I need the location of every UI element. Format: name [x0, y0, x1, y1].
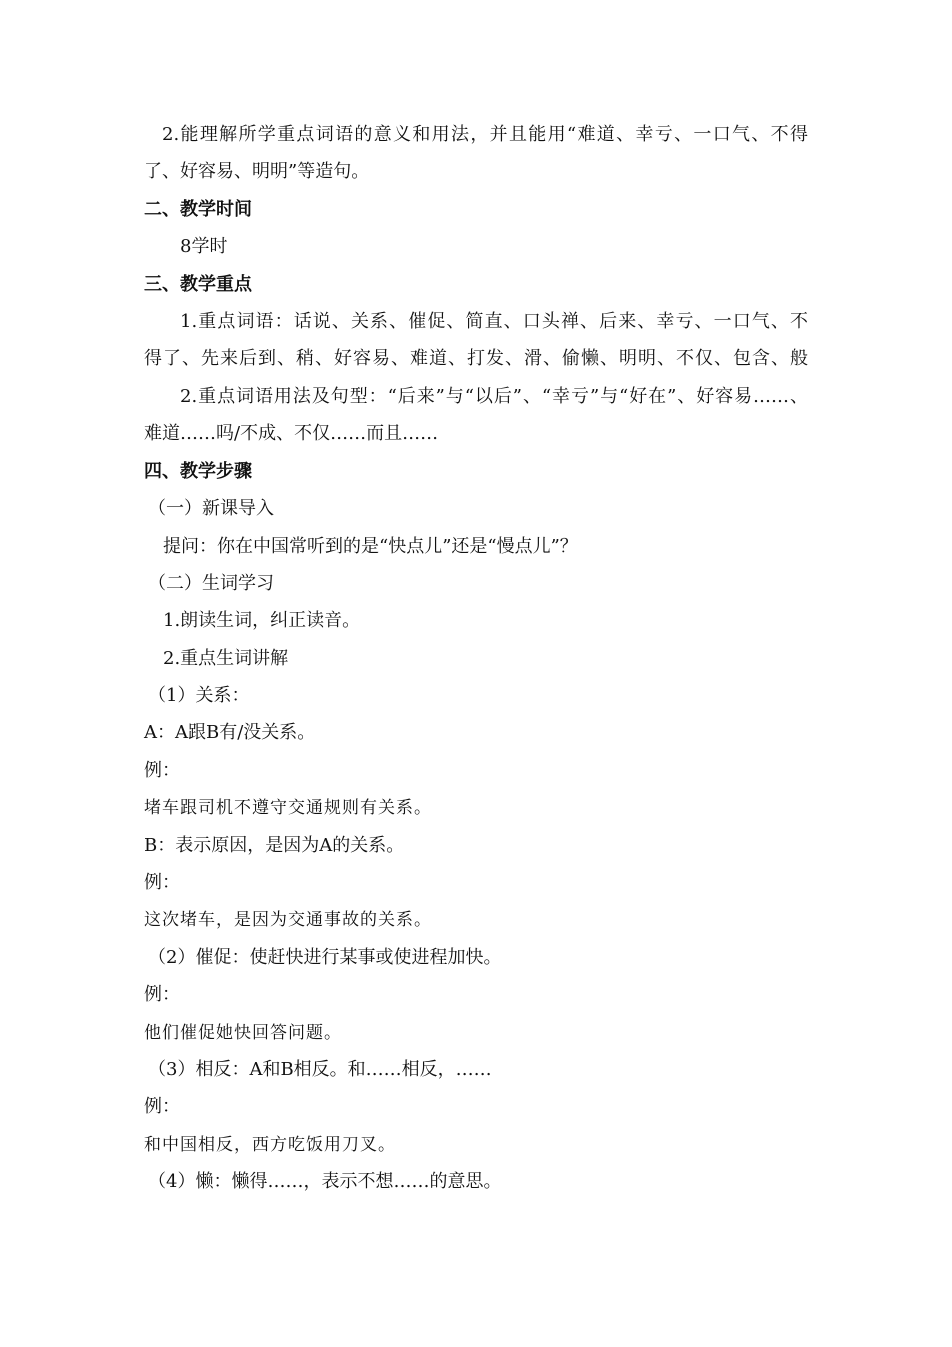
word-2-heading: （2）催促：使赶快进行某事或使进程加快。	[148, 947, 502, 968]
word-1-usage-a: A：A跟B有/没关系。	[144, 722, 316, 743]
word-3-heading: （3）相反：A和B相反。和……相反，……	[148, 1059, 492, 1080]
example-sentence: 堵车跟司机不遵守交通规则有关系。	[144, 798, 432, 818]
key-patterns-line-1: 2.重点词语用法及句型：“后来”与“以后”、“幸亏”与“好在”、好容易……、	[180, 386, 808, 407]
step-2-heading: （二）生词学习	[148, 573, 274, 594]
key-words-line-2: 得了、先来后到、稍、好容易、难道、打发、滑、偷懒、明明、不仅、包含、般	[144, 348, 808, 369]
step-2-item-1: 1.朗读生词，纠正读音。	[163, 610, 361, 631]
objective-2-line-2: 了、好容易、明明”等造句。	[144, 161, 370, 182]
example-label: 例：	[144, 760, 180, 781]
step-1-heading: （一）新课导入	[148, 498, 274, 519]
example-label: 例：	[144, 984, 180, 1005]
word-1-usage-b: B：表示原因，是因为A的关系。	[144, 835, 405, 856]
example-sentence: 这次堵车，是因为交通事故的关系。	[144, 910, 432, 930]
example-label: 例：	[144, 1096, 180, 1117]
section-heading-teaching-steps: 四、教学步骤	[144, 461, 252, 482]
word-1-heading: （1）关系：	[148, 685, 250, 706]
example-sentence: 和中国相反，西方吃饭用刀叉。	[144, 1135, 396, 1155]
section-heading-teaching-time: 二、教学时间	[144, 199, 252, 220]
word-4-heading: （4）懒：懒得……，表示不想……的意思。	[148, 1171, 502, 1192]
example-sentence: 他们催促她快回答问题。	[144, 1023, 342, 1043]
key-words-line-1: 1.重点词语：话说、关系、催促、简直、口头禅、后来、幸亏、一口气、不	[180, 311, 808, 332]
key-patterns-line-2: 难道……吗/不成、不仅……而且……	[144, 423, 439, 444]
step-2-item-2: 2.重点生词讲解	[163, 648, 289, 669]
example-label: 例：	[144, 872, 180, 893]
section-heading-key-points: 三、教学重点	[144, 274, 252, 295]
step-1-question: 提问：你在中国常听到的是“快点儿”还是“慢点儿”？	[163, 536, 578, 557]
teaching-time-value: 8学时	[180, 236, 228, 257]
objective-2-line-1: 2.能理解所学重点词语的意义和用法，并且能用“难道、幸亏、一口气、不得	[162, 124, 808, 145]
